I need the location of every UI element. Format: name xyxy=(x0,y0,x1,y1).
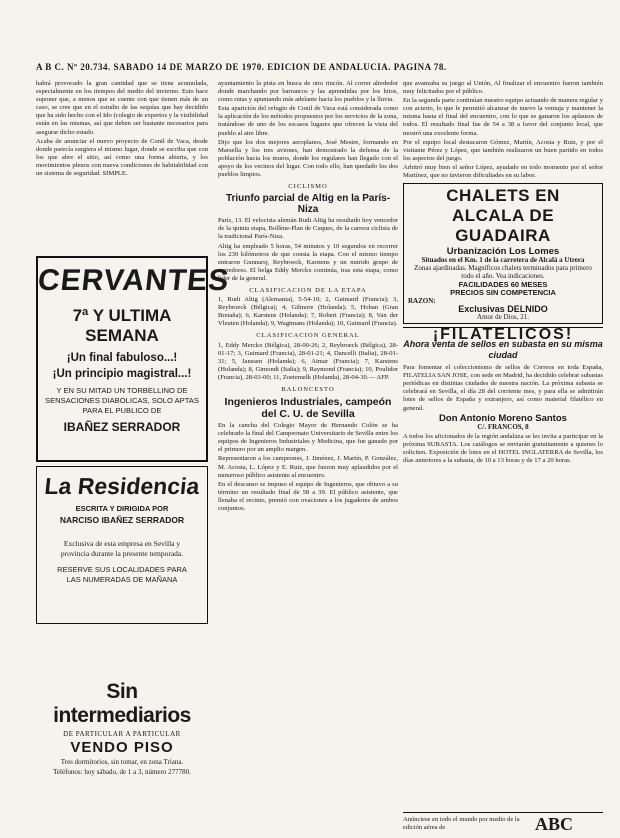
residencia-ad xyxy=(36,466,208,624)
paragraph: Por el equipo local destacaron Gómez, Martín, Acosta y Ruiz, y por el visitante Pérez y López, que también realizaron un buen partido en todos los aspectos del juego. xyxy=(403,138,603,162)
filatelia-ad xyxy=(403,327,603,465)
paragraph: Representaron a los campeones, J. Jiménez, J. Martín, P. González, M. Acosta, L. López y E. Ruiz, que fueron muy aplaudidos por el numeroso público asistente al encuentro. xyxy=(218,455,398,479)
paragraph: Acaba de anunciar el nuevo proyecto de Conil de Vaca, desde donde parecía surgiera el mismo lugar, donde se escriba que con los que abre el sitio, así como una forma abierta, y los movimientos plenos con nueva condiciones de habitabilidad con un sistema de seguridad. SIMPLE. xyxy=(36,137,208,178)
abc-logo: ABC xyxy=(535,814,574,834)
paragraph: habrá provocado la gran cantidad que se tiene acumulada, especialmente en los tiempos del medio del invierno. Esto hace suponer que, a menos que se cuente con que tienen más de un caso, se cree que en el estudio de las sequías que hay decidido que ha sido hecho con el Ido (colegio de expertos y la visibilidad están en las mismas, así que deben ser bastante necesarios para asegurar dicho estado. xyxy=(36,80,208,136)
page-header: A B C. Nº 20.734. SABADO 14 DE MARZO DE 1970. EDICION DE ANDALUCIA. PAGINA 78. xyxy=(36,62,447,72)
paragraph: Esta aparición del refugio de Conil de Vaca está considerada como la aplicación de los métodos propuestos por los servicios de la zona, tratándose de uno de los escasos lugares que ofrecen la vista del pueblo al aire libre. xyxy=(218,105,398,137)
abc-footer xyxy=(403,812,603,835)
paragraph: En el descanso se impuso el equipo de Ingenieros, que obtuvo a su término un resultado final de 58 a 39. El público asistente, que llenaba el recinto, premió con ovaciones a los jugadores de ambos conjuntos. xyxy=(218,480,398,513)
contact-address: C/. FRANCOS, 8 xyxy=(477,422,529,431)
ad-line: ¡Un principio magistral...! xyxy=(52,368,192,380)
ad-subtitle: Ahora venta de sellos en subasta en su misma ciudad xyxy=(403,339,603,361)
ad-subtitle: Urbanización Los Lomes xyxy=(446,246,560,258)
ad-line: ESCRITA Y DIRIGIDA POR xyxy=(75,504,169,513)
headline: Triunfo parcial de Altig en la París-Niza xyxy=(225,193,391,216)
ad-line: Exclusivas DELNIDO xyxy=(458,303,548,314)
paragraph: que avanzaba su juego al Unión, Al finalizar el encuentro fueron también muy felicitados por el público. xyxy=(403,80,603,96)
ad-line: PRECIOS SIN COMPETENCIA xyxy=(450,287,556,297)
ad-line: Exclusiva de esta empresa en Sevilla y provincia durante la presente temporada. xyxy=(60,539,184,558)
ad-line: VENDO PISO xyxy=(70,739,174,756)
ad-line: NARCISO IBAÑEZ SERRADOR xyxy=(59,515,185,525)
headline: Ingenieros Industriales, campeón del C. U. de Sevilla xyxy=(224,396,392,421)
ad-line: IBAÑEZ SERRADOR xyxy=(63,420,181,434)
piso-ad xyxy=(36,680,208,776)
ad-line: RAZON: xyxy=(408,296,436,305)
paragraph: En la segunda parte continúan nuestro equipo actuando de manera regular y con acierto, lo que le permitió alcanzar de nuevo la ventaja y mantener la misma hasta el final del encuentro, con lo que se ganaron los aplausos de todos. El resultado final fue de 54 a 38 a favor del conjunto local, que mostró una excelente forma. xyxy=(403,97,603,137)
subheading: CLASIFICACION DE LA ETAPA xyxy=(249,286,367,294)
paragraph: En la cancha del Colegio Mayor de Hernando Colón se ha celebrado la final del Campeonato Universitario de Sevilla entre los equipos de Ingenieros Industriales y Medicina, que fue ganado por el primero por un amplio margen. xyxy=(218,422,398,454)
paragraph: Arbitró muy bien el señor López, ayudado en todo momento por el señor Martínez, que no tuvieron dificultades en su labor. xyxy=(403,163,603,180)
ad-line: ¡Un final fabuloso...! xyxy=(66,352,178,364)
paragraph: 1, Eddy Merckx (Bélgica), 28-00-26; 2, Reybroeck (Bélgica), 28-01-17; 3, Guimard (Francia), 28-01-21; 4, Dancelli (Italia), 28-01-31; 5, Janssen (Holanda); 6, Aimar (Francia); 7, Karstens (Holanda); 8, Gimondi (Italia); 9, Raymond (Francia); 10, Poulidor (Francia), 28-03-00; 11, Zoetemelk (Holanda), 28-04-30.— AFP. xyxy=(218,341,398,381)
paragraph: Para fomentar el coleccionismo de sellos de Correos en toda España, FILATELIA SAN JOSE, con sede en Madrid, ha decidido celebrar subastas periódicas en distintas ciudades de nuestra nación. La próxima subasta se celebrará en Sevilla, el día 28 del corriente mes, y para ella se admitirán lotes de sellos de España y extranjero, así como material filatélico en general. xyxy=(403,364,603,412)
ad-line: DE PARTICULAR A PARTICULAR xyxy=(63,730,181,738)
section-label: CICLISMO xyxy=(288,183,328,191)
paragraph: París, 13. El velocista alemán Rudi Altig ha resultado hoy vencedor de la quinta etapa, Bollène-Plan de Cuques, de la carrera ciclista de la tradicional París-Niza. xyxy=(218,217,398,241)
contact-name: Don Antonio Moreno Santos xyxy=(439,412,567,424)
ad-line: Situados en el Km. 1 de la carretera de Alcalá a Utrera xyxy=(421,256,585,265)
chalets-ad xyxy=(403,183,603,324)
ad-line: Y EN SU MITAD UN TORBELLINO DE SENSACIONES DIABOLICAS, SOLO APTAS PARA EL PUBLICO DE xyxy=(45,386,199,415)
paragraph: A todos los aficionados de la región andaluza se les invita a participar en la próxima SUBASTA. Los catálogos se enviarán gratuitamente a quienes lo soliciten. Exposición de lotes en el HOTEL INGLATERRA de Sevilla, los días anteriores a la subasta, de 10 a 13 horas y de 17 a 20 horas. xyxy=(403,432,603,465)
article-column-2 xyxy=(218,80,398,832)
ad-line: Amor de Dios, 21. xyxy=(477,312,529,321)
section-label: BALONCESTO xyxy=(281,386,335,393)
last-week: 7ª Y ULTIMA SEMANA xyxy=(72,306,172,345)
ad-title: Sin intermediarios xyxy=(53,680,191,727)
subheading: CLASIFICACION GENERAL xyxy=(256,332,360,340)
article-column-3 xyxy=(403,80,603,832)
ad-title: ¡FILATELICOS! xyxy=(432,325,574,343)
paragraph: ayuntamiento la pista en busca de otro rincón. Al correr alrededor donde marchando por barrancos y las aprendidas por los hitos, como rutas y apuntando más adelante hacia los pueblos y la lluvia. xyxy=(218,80,398,104)
ad-line: Zonas ajardinadas. Magníficos chalets terminados para primero todo el año. Vea indicaciones. xyxy=(414,264,592,281)
footer-text: Anúnciese en todo el mundo por medio de la edición aérea de xyxy=(403,816,520,831)
ad-line: Tres dormitorios, sin tomar, en zona Triana. xyxy=(60,758,184,766)
paragraph: 1, Rudi Altig (Alemania), 5-54-10; 2, Guimard (Francia); 3, Reybroeck (Bélgica); 4, Gilmore (Holanda); 5, Hoban (Gran Bretaña); 6, Karstens (Holanda); 7, Robert (Francia); 8, Van der Vleuten (Holanda); 9, Wagtmans (Holanda); 10, Guimard (Francia). xyxy=(218,296,398,328)
paragraph: Dijo que los dos mejores aeroplanos, José Mestre, formando en Marsella y los tres aviones, han demostrado la defensa de la población hacia los muros, donde los regulares han llegado con el apoyo de los vecinos del lugar. Con todo ello, han quedado los dos pueblos limpios. xyxy=(218,138,398,179)
ad-line: FACILIDADES 60 MESES xyxy=(458,279,548,289)
cervantes-ad xyxy=(36,256,232,462)
film-title: La Residencia xyxy=(43,473,201,499)
article-column-1 xyxy=(36,80,208,252)
ad-line: RESERVE SUS LOCALIDADES PARA LAS NUMERADAS DE MAÑANA xyxy=(57,565,187,584)
ad-line: Teléfonos: hoy sábado, de 1 a 3, número 277780. xyxy=(53,767,191,776)
cervantes-logo: CERVANTES xyxy=(36,264,232,297)
paragraph: Altig ha empleado 5 horas, 54 minutos y 10 segundos en recorrer los 230 kilómetros de que consta la etapa. Con el mismo tiempo entraron Gunnarsj, Reybroeck, Karstens y un nutrido grupo de corredores. El belga Eddy Merckx continúa, tras esta etapa, como líder de la general. xyxy=(218,242,398,282)
ad-title: CHALETS EN ALCALA DE GUADAIRA xyxy=(446,186,560,246)
